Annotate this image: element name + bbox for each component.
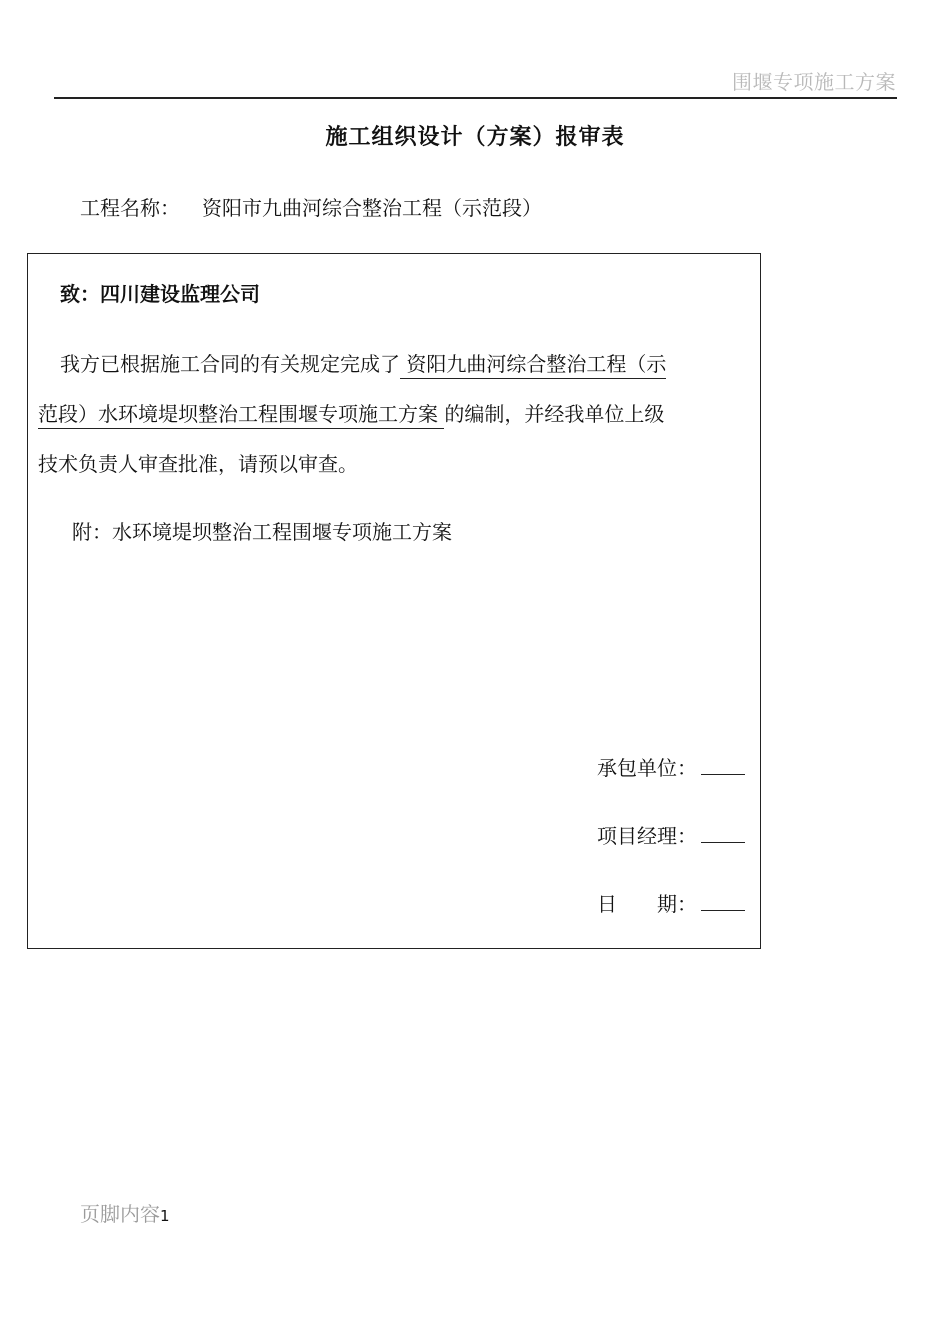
signature-label: 日 期： [597,892,697,916]
project-underlined-part-1: 资阳九曲河综合整治工程（示 [400,352,666,379]
document-title: 施工组织设计（方案）报审表 [325,125,625,150]
signature-row-date [597,888,745,917]
recipient-line: 致：四川建设监理公司 [60,282,260,306]
signature-row-contractor [597,752,745,781]
body-line-1-prefix: 我方已根据施工合同的有关规定完成了 [60,352,400,376]
body-line-2-suffix: 的编制，并经我单位上级 [444,402,665,426]
project-name-line [80,192,542,221]
page-number: 1 [160,1207,170,1225]
attachment-line: 附：水环境堤坝整治工程围堰专项施工方案 [72,520,452,544]
header-divider [54,97,897,99]
signature-blank [701,890,745,911]
signature-blank [701,754,745,775]
body-line-2 [38,398,664,427]
signature-row-manager [597,820,745,849]
page-footer [80,1198,170,1227]
signature-label: 项目经理： [597,824,697,848]
body-line-1 [60,348,666,377]
signature-blank [701,822,745,843]
project-name-label: 工程名称： [80,196,180,220]
project-name-value: 资阳市九曲河综合整治工程（示范段） [202,196,542,220]
body-line-3: 技术负责人审查批准，请预以审查。 [38,452,358,476]
project-underlined-part-2: 范段）水环境堤坝整治工程围堰专项施工方案 [38,402,444,429]
footer-text: 页脚内容 [80,1202,160,1226]
signature-label: 承包单位： [597,756,697,780]
running-header: 围堰专项施工方案 [732,70,896,94]
